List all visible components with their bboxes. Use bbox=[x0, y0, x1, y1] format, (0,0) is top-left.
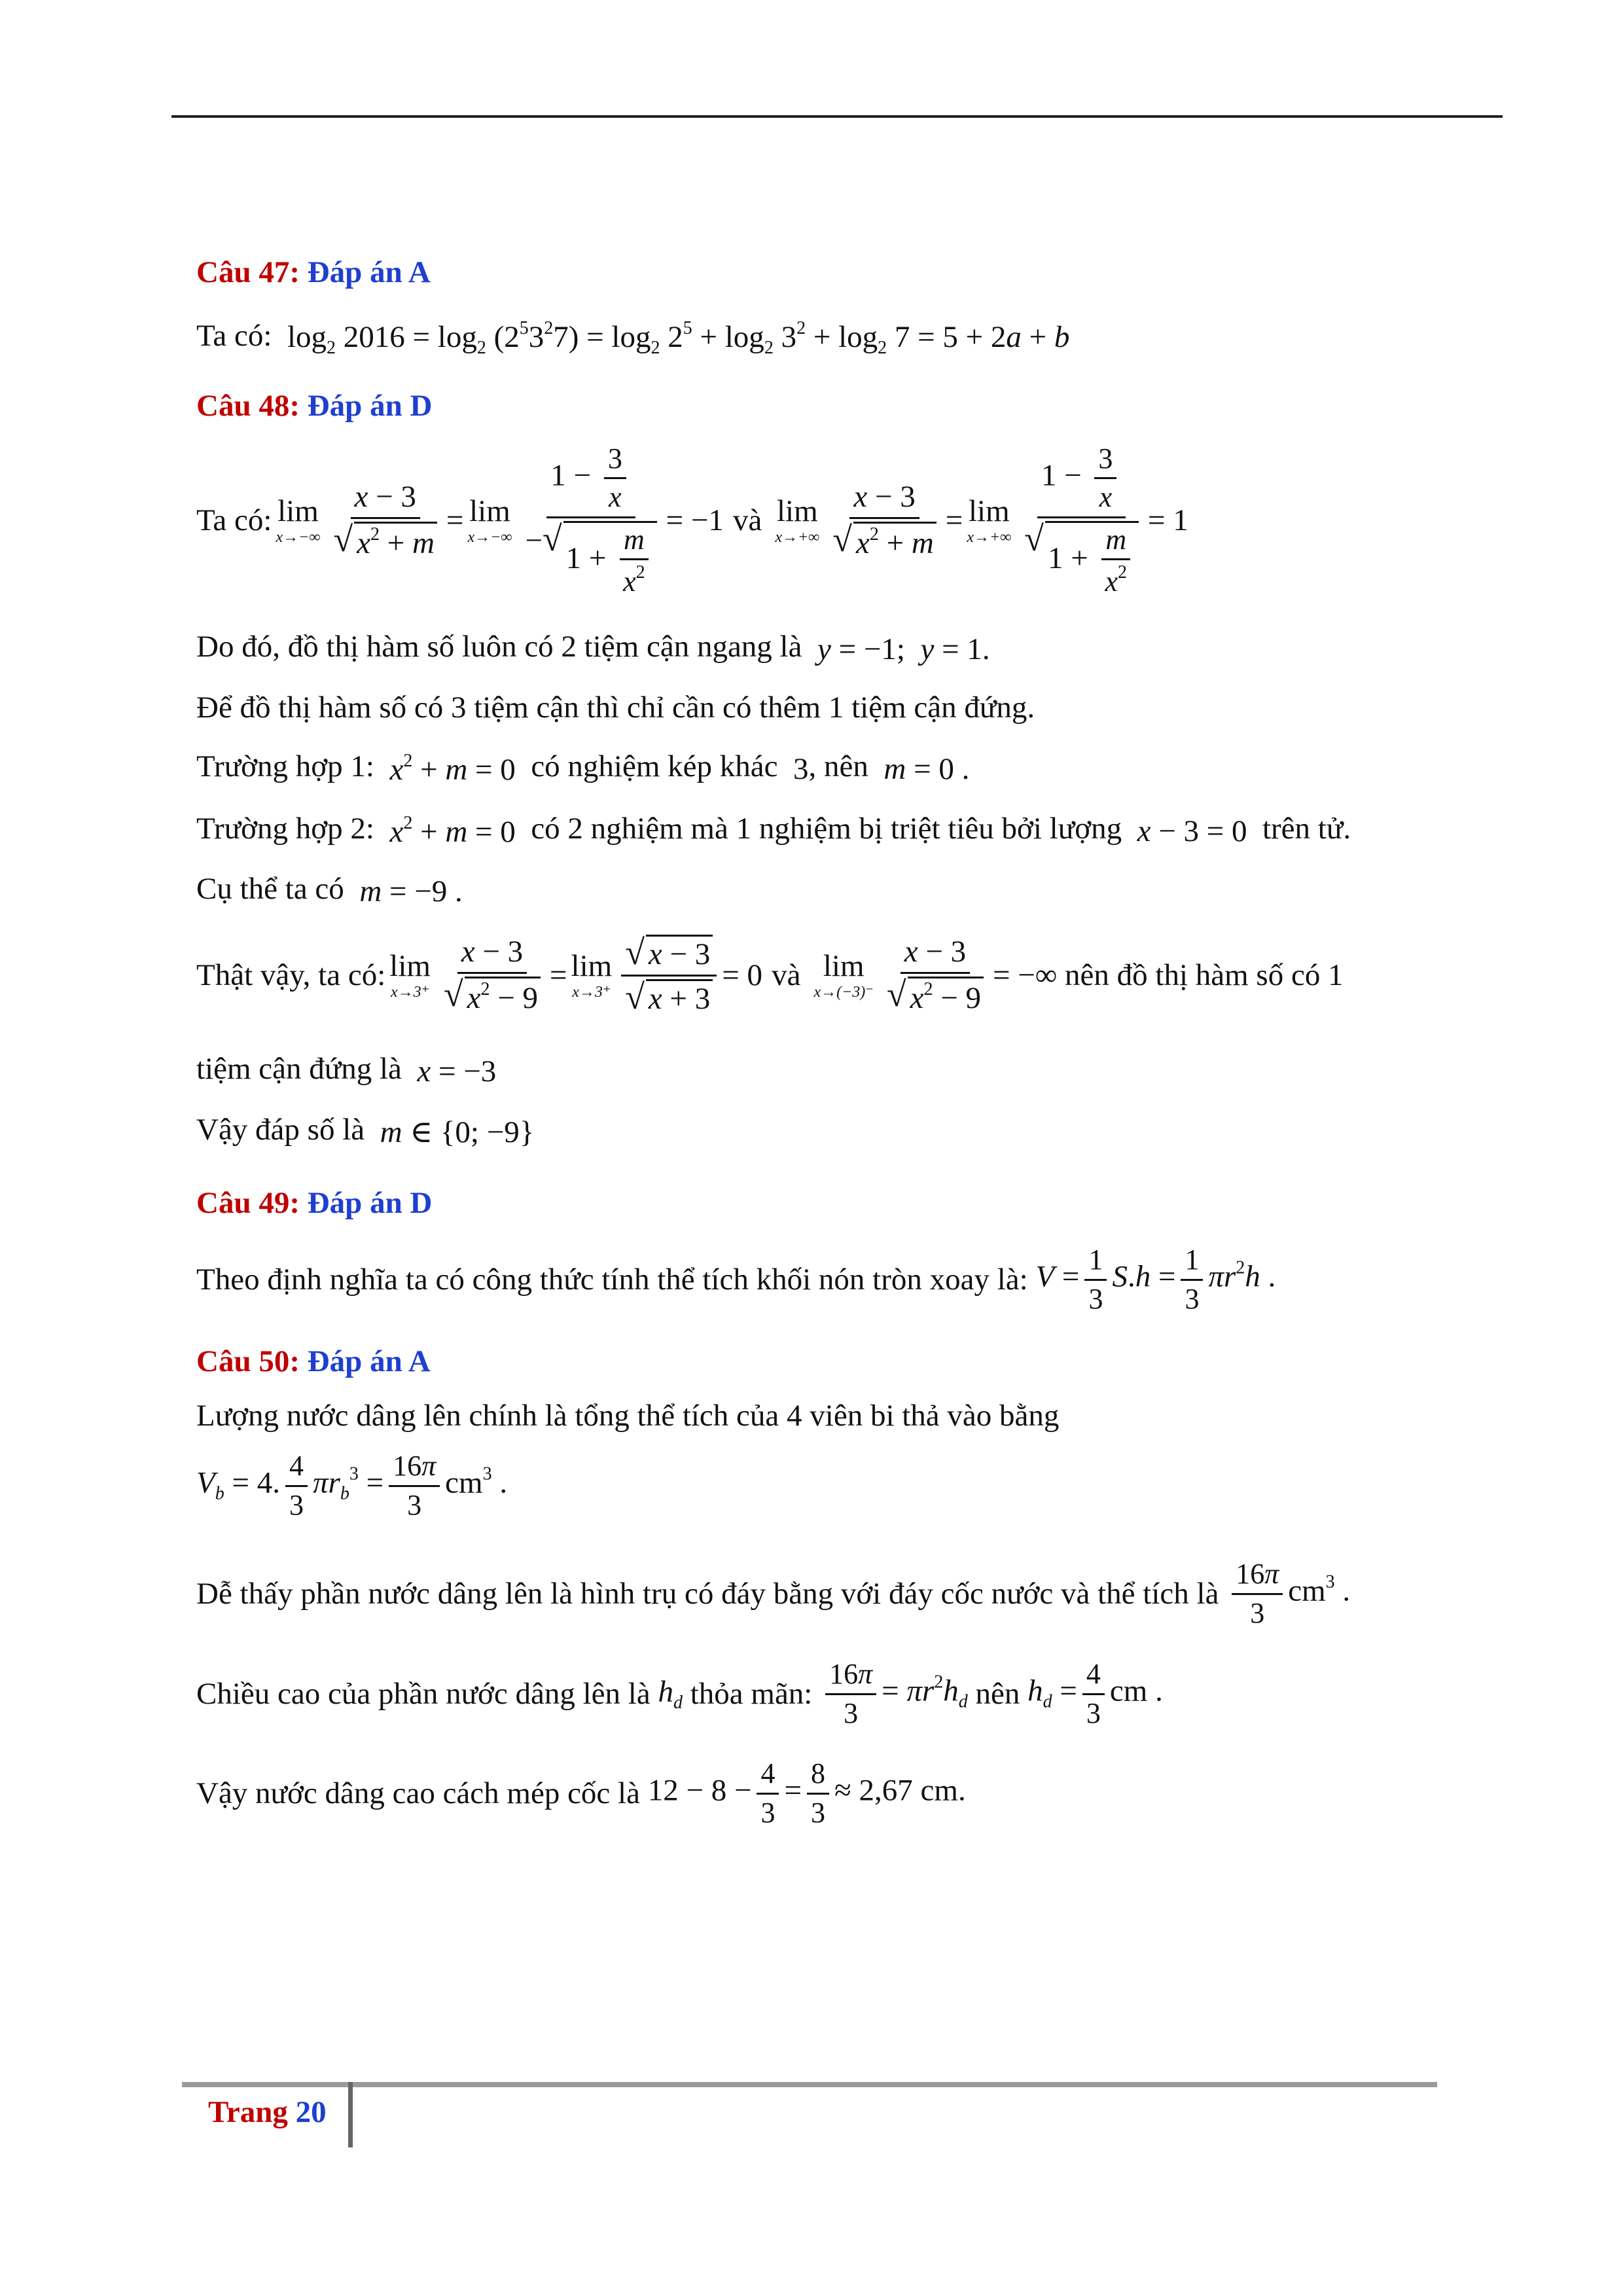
q50-line1: Lượng nước dâng lên chính là tổng thể tích của 4 viên bi thả vào bằng bbox=[196, 1399, 1060, 1433]
rise-volume: $\frac{16\pi}{3}$ $cm^3$ . bbox=[1219, 1558, 1350, 1629]
lim-plus-inf-b: lim x→+∞ bbox=[967, 493, 1012, 546]
q49-title: Câu 49: bbox=[196, 1186, 300, 1220]
q50-text-4a: Chiều cao của phần nước dâng lên là bbox=[196, 1676, 651, 1711]
case1-label: Trường hợp 1: bbox=[196, 749, 374, 783]
case2-equation: $x^2 + m = 0$ bbox=[389, 813, 524, 850]
vertical-value: x = −3 bbox=[417, 1054, 497, 1089]
frac-c: x − 3 √ $x^2 + m$ bbox=[829, 480, 940, 560]
lim-minus-inf-a: lim x→−∞ bbox=[276, 493, 321, 546]
q48-text-1: Do đó, đồ thị hàm số luôn có 2 tiệm cận ngang là bbox=[196, 630, 802, 664]
case2-text: có 2 nghiệm mà 1 nghiệm bị triệt tiêu bởi lượng bbox=[531, 812, 1122, 846]
q48-line1 bbox=[196, 628, 990, 668]
q48-conclusion bbox=[196, 1111, 534, 1151]
page-label: Trang bbox=[208, 2095, 288, 2129]
case1-equation: $x^2 + m = 0$ bbox=[389, 751, 524, 787]
case2-label: Trường hợp 2: bbox=[196, 812, 374, 846]
specific-text: Cụ thể ta có bbox=[196, 872, 344, 906]
conclusion-set: m ∈ {0; −9} bbox=[380, 1115, 535, 1150]
footer-rule bbox=[182, 2082, 1437, 2087]
q48-case2 bbox=[196, 810, 1351, 850]
height-equation: $\frac{16\pi}{3}$ = $\pi r^2h_d$ bbox=[812, 1659, 975, 1729]
case1-result: m = 0 . bbox=[883, 752, 970, 787]
case2-factor: x − 3 = 0 bbox=[1137, 814, 1255, 849]
horizontal-asymptotes: y = −1; y = 1. bbox=[817, 632, 990, 667]
frac-a: x − 3 √ $x^2 + m$ bbox=[329, 480, 441, 560]
q50-text-4b: thỏa mãn: bbox=[690, 1676, 813, 1711]
q48-title: Câu 48: bbox=[196, 389, 300, 423]
q49-formula-line bbox=[196, 1237, 1275, 1322]
q48-specific bbox=[196, 870, 463, 910]
q50-line4: Chiều cao của phần nước dâng lên là $h_d$ thỏa mãn: $\frac{16\pi}{3}$ = $\pi r^2h_d$ nên $h_d$ = $\frac{4}{3}$ cm . bbox=[196, 1658, 1163, 1729]
q50-text-3: Dễ thấy phần nước dâng lên là hình trụ có đáy bằng với đáy cốc nước và thể tích là bbox=[196, 1576, 1219, 1611]
q48-limits: Ta có: lim x→−∞ x − 3 √ $x^2 + m$ = lim x→−∞ 1 − $\frac{3}{x}$ − √ 1 + $\frac{m}{x^2}$ = −1 và lim x→+∞ x − 3 √ $x^2 + m$ = lim x→+∞ 1 − $\frac{3}{x}$ √ 1 + $\frac{m}{x^2}$ = 1 bbox=[196, 442, 1188, 598]
case1-text: có nghiệm kép khác bbox=[531, 749, 778, 783]
verify-and: và bbox=[772, 958, 801, 992]
height-result: $h_d$ = $\frac{4}{3}$ cm . bbox=[1027, 1658, 1163, 1729]
lim-plus-inf-a: lim x→+∞ bbox=[775, 493, 820, 546]
lim-to-3: lim x→3⁺ bbox=[389, 948, 431, 1001]
lim-to-3-b: lim x→3⁺ bbox=[571, 948, 613, 1001]
frac-f: √ x − 3 √ x + 3 bbox=[621, 935, 717, 1016]
page-number bbox=[208, 2094, 327, 2130]
q47-answer: Đáp án A bbox=[307, 255, 431, 289]
q48-vertical-asymptote bbox=[196, 1050, 496, 1090]
q48-heading bbox=[196, 387, 432, 424]
q50-line5 bbox=[196, 1754, 966, 1833]
q49-text: Theo định nghĩa ta có công thức tính thể tích khối nón tròn xoay là: bbox=[196, 1262, 1028, 1297]
final-result: 12 − 8 − $\frac{4}{3}$ = $\frac{8}{3}$ ≈ 2,67 cm. bbox=[639, 1757, 966, 1829]
q50-text-5: Vậy nước dâng cao cách mép cốc là bbox=[196, 1776, 640, 1810]
q47-heading bbox=[196, 254, 431, 291]
q48-answer: Đáp án D bbox=[307, 389, 433, 423]
lim-to-minus-3: lim x→(−3)⁻ bbox=[813, 948, 874, 1001]
q50-heading bbox=[196, 1343, 431, 1380]
q47-intro: Ta có: bbox=[196, 319, 272, 353]
frac-e: x − 3 √ $x^2 - 9$ bbox=[440, 935, 544, 1015]
q50-line3 bbox=[196, 1554, 1350, 1633]
case1-then: , nên bbox=[808, 749, 868, 783]
q50-title: Câu 50: bbox=[196, 1344, 300, 1378]
q49-answer: Đáp án D bbox=[307, 1186, 433, 1220]
marbles-volume: $V_b = 4$. $\frac{4}{3}$ $\pi r_b^3$ = $\frac{16\pi}{3}$ $cm^3$ . bbox=[196, 1450, 508, 1521]
verify-text: nên đồ thị hàm số có 1 bbox=[1065, 958, 1344, 992]
q49-heading bbox=[196, 1185, 432, 1221]
q50-volume bbox=[196, 1446, 507, 1525]
page-number-value: 20 bbox=[295, 2095, 327, 2129]
footer-divider bbox=[348, 2082, 353, 2147]
q48-case1: Trường hợp 1: $x^2 + m = 0$ có nghiệm kép khác 3, nên m = 0 . bbox=[196, 748, 969, 788]
q48-line2: Để đồ thị hàm số có 3 tiệm cận thì chỉ cần có thêm 1 tiệm cận đứng. bbox=[196, 691, 1035, 725]
q48-verification: Thật vậy, ta có: lim x→3⁺ x − 3 √ $x^2 - 9$ = lim x→3⁺ √ x − 3 √ x + 3 = 0 và lim x→(−3)⁻ x − 3 √ $x^2 - 9$ = −∞ nên đồ thị hàm số có 1 bbox=[196, 932, 1344, 1016]
q47-title: Câu 47: bbox=[196, 255, 300, 289]
q47-equation: $\log_2 2016 = \log_2 (2^53^27) = \log_2 2^5 + \log_2 3^2 + \log_2 7 = 5 + 2a + b$ bbox=[279, 318, 1070, 359]
header-rule bbox=[171, 115, 1503, 118]
frac-b: 1 − $\frac{3}{x}$ − √ 1 + $\frac{m}{x^2}$ bbox=[521, 443, 660, 598]
frac-d: 1 − $\frac{3}{x}$ √ 1 + $\frac{m}{x^2}$ bbox=[1020, 443, 1143, 598]
specific-value: m = −9 . bbox=[359, 874, 463, 909]
verify-intro: Thật vậy, ta có: bbox=[196, 958, 386, 992]
q47-derivation bbox=[196, 317, 1069, 359]
q50-answer: Đáp án A bbox=[307, 1344, 431, 1378]
vertical-text: tiệm cận đứng là bbox=[196, 1052, 402, 1086]
cone-volume-formula: V = $\frac{1}{3}$ S.h = $\frac{1}{3}$ $\pi r^2h$ . bbox=[1035, 1244, 1276, 1315]
case2-end: trên tử. bbox=[1262, 812, 1351, 846]
q48-and: và bbox=[732, 503, 762, 537]
frac-g: x − 3 √ $x^2 - 9$ bbox=[883, 935, 988, 1015]
conclusion-text: Vậy đáp số là bbox=[196, 1113, 365, 1147]
q50-text-4c: nên bbox=[975, 1676, 1020, 1711]
lim-minus-inf-b: lim x→−∞ bbox=[467, 493, 512, 546]
q48-intro: Ta có: bbox=[196, 503, 272, 537]
